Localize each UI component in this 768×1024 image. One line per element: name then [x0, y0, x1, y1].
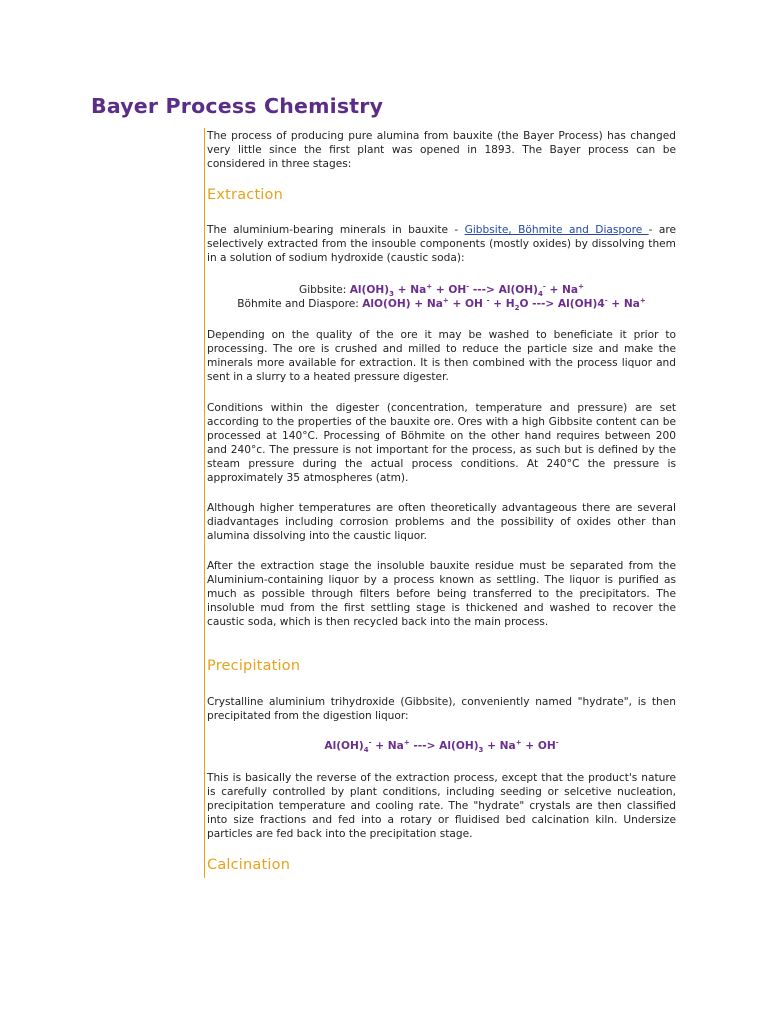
- gibbsite-equation-label: Gibbsite:: [299, 284, 350, 296]
- precipitation-formula: $Al(OH)_4^- + Na^+$ ---> $Al(OH)_3 + Na^+ + OH^-$: [324, 738, 559, 755]
- extraction-p1-text-after: - are selectively extracted from the insouble components (mostly oxides) by dissolving them in a solution of sodium hydroxide (caustic soda):: [207, 224, 677, 264]
- gibbsite-formula: $Al(OH)_3 + Na^+ + OH^-$ ---> $Al(OH)_4^- + Na^+$: [349, 282, 584, 299]
- intro-paragraph: The process of producing pure alumina from bauxite (the Bayer Process) has changed very little since the first plant was opened in 1893. The Bayer process can be considered in three stages:: [207, 130, 676, 170]
- extraction-p1-text-before: The aluminium-bearing minerals in bauxite -: [207, 224, 465, 236]
- minerals-link[interactable]: Gibbsite, Böhmite and Diaspore: [464, 224, 649, 236]
- bohmite-formula: AlO(OH) + Na+ + OH $^- + H_2O$ ---> Al(OH)4- + Na+: [362, 296, 646, 313]
- precipitation-paragraph-1: Crystalline aluminium trihydroxide (Gibbsite), conveniently named "hydrate", is then precipitated from the digestion liquor:: [207, 696, 676, 722]
- extraction-paragraph-4: Although higher temperatures are often theoretically advantageous there are several diadvantages including corrosion problems and the possibility of oxides other than alumina dissolving into the caustic liquor.: [207, 502, 676, 542]
- article-body: [204, 128, 676, 878]
- extraction-paragraph-3: Conditions within the digester (concentration, temperature and pressure) are set according to the properties of the bauxite ore. Ores with a high Gibbsite content can be processed at 140°C. Processing of Böhmite on the other hand requires between 200 and 240°c. The pressure is not important for the process, as such but is defined by the steam pressure during the actual process conditions. At 240°C the pressure is approximately 35 atmospheres (atm).: [207, 402, 676, 484]
- gibbsite-equation: [207, 283, 676, 297]
- extraction-paragraph-2: Depending on the quality of the ore it may be washed to beneficiate it prior to processing. The ore is crushed and milled to reduce the particle size and make the minerals more available for extraction. It is then combined with the process liquor and sent in a slurry to a heated pressure digester.: [207, 329, 676, 383]
- extraction-paragraph-5: After the extraction stage the insoluble bauxite residue must be separated from the Aluminium-containing liquor by a process known as settling. The liquor is purified as much as possible through filters before being transferred to the precipitators. The insoluble mud from the first settling stage is thickened and washed to recover the caustic soda, which is then recycled back into the main process.: [207, 560, 676, 628]
- calcination-heading: Calcination: [207, 857, 291, 873]
- bohmite-equation-label: Böhmite and Diaspore:: [237, 298, 363, 310]
- extraction-paragraph-1: [207, 223, 676, 265]
- precipitation-equation: [207, 739, 676, 753]
- page-title: Bayer Process Chemistry: [91, 94, 384, 118]
- bohmite-equation: [207, 297, 676, 311]
- extraction-heading: Extraction: [207, 187, 284, 203]
- precipitation-heading: Precipitation: [207, 658, 301, 674]
- precipitation-paragraph-2: This is basically the reverse of the extraction process, except that the product's nature is carefully controlled by plant conditions, including seeding or selcetive nucleation, precipitation temperature and cooling rate. The "hydrate" crystals are then classified into size fractions and fed into a rotary or fluidised bed calcination kiln. Undersize particles are fed back into the precipitation stage.: [207, 772, 676, 840]
